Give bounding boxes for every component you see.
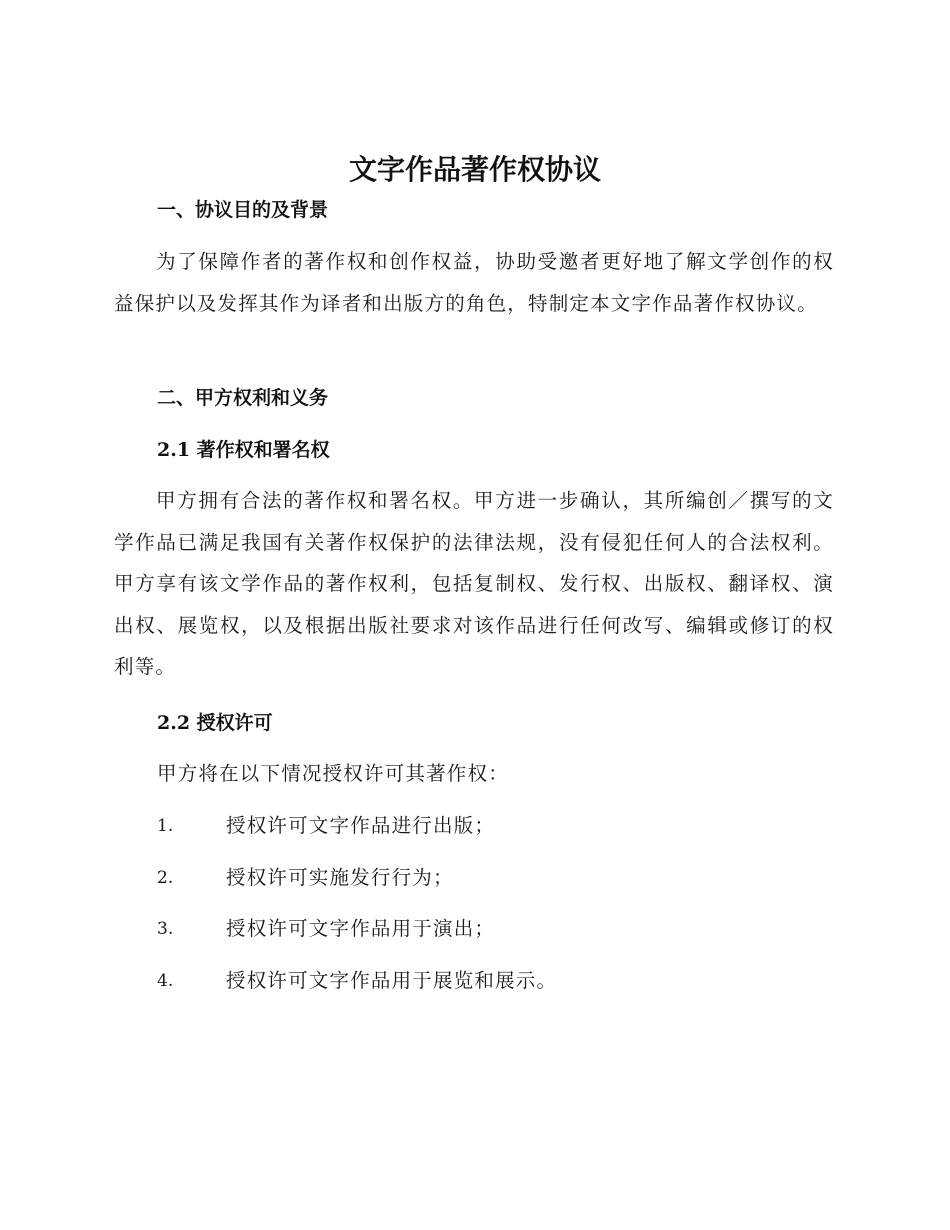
subsection-2-1-heading: 2.1 著作权和署名权: [157, 439, 330, 461]
list-item-number: 3.: [157, 919, 174, 939]
list-item-text: 授权许可文字作品用于展览和展示。: [226, 968, 558, 992]
page-title: 文字作品著作权协议: [348, 153, 601, 186]
section-2-heading: 二、甲方权利和义务: [157, 387, 329, 409]
section-1-paragraph: 为了保障作者的著作权和创作权益，协助受邀者更好地了解文学创作的权益保护以及发挥其作为译者和出版方的角色，特制定本文字作品著作权协议。: [114, 250, 834, 315]
list-item-text: 授权许可文字作品进行出版；: [226, 814, 496, 837]
subsection-2-1-paragraph: 甲方拥有合法的著作权和署名权。甲方进一步确认，其所编创／撰写的文学作品已满足我国有关著作权保护的法律法规，没有侵犯任何人的合法权利。甲方享有该文学作品的著作权利，包括复制权、发行权、出版权、翻译权、演出权、展览权，以及根据出版社要求对该作品进行任何改写、编辑或修订的权利等。: [114, 489, 834, 678]
list-item-number: 1.: [157, 816, 174, 836]
list-item-number: 4.: [157, 970, 174, 991]
list-item-text: 授权许可实施发行行为；: [226, 865, 454, 889]
list-item-number: 2.: [157, 867, 174, 888]
list-item-text: 授权许可文字作品用于演出；: [226, 917, 496, 940]
subsection-2-2-heading: 2.2 授权许可: [157, 712, 273, 734]
section-1-heading: 一、协议目的及背景: [157, 199, 329, 221]
subsection-2-2-intro: 甲方将在以下情况授权许可其著作权：: [157, 762, 509, 785]
